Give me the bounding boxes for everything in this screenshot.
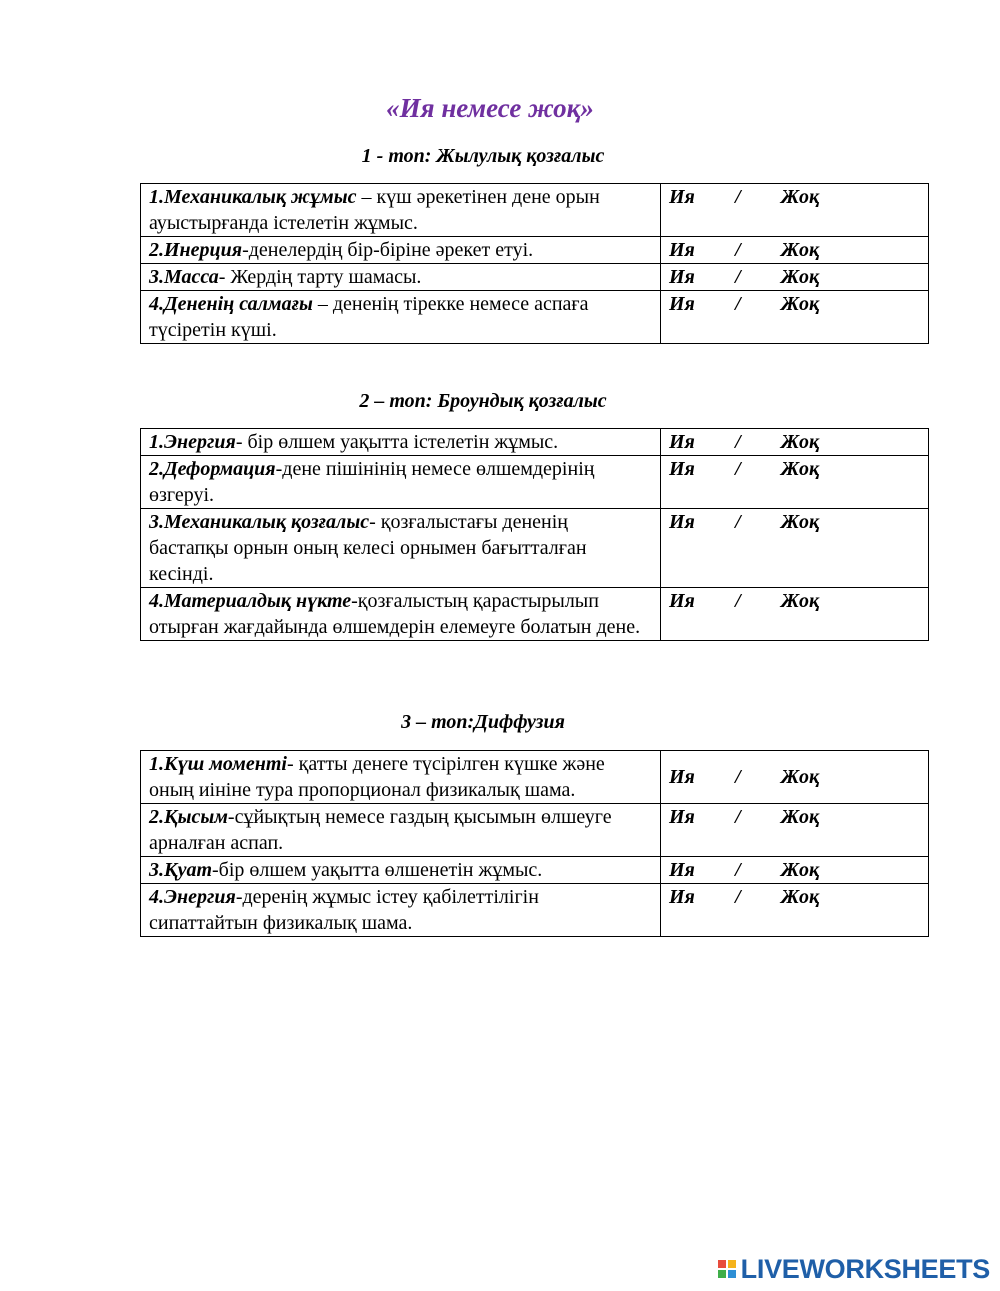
liveworksheets-watermark — [718, 1254, 990, 1284]
answer-separator: / — [735, 766, 741, 788]
answer-cell — [661, 184, 929, 237]
table-row — [141, 857, 929, 884]
table-row — [141, 291, 929, 344]
answer-separator: / — [735, 431, 741, 453]
no-option[interactable]: Жоқ — [780, 293, 820, 315]
yes-option[interactable]: Ия — [669, 886, 695, 908]
answer-separator: / — [735, 186, 741, 208]
statement-cell — [141, 884, 661, 937]
statement-term: 3.Масса — [149, 266, 219, 288]
statement-term: 1.Энергия — [149, 431, 236, 453]
yes-option[interactable]: Ия — [669, 859, 695, 881]
statement-text: -денелердің бір-біріне әрекет етуі. — [242, 239, 534, 261]
answer-cell — [661, 456, 929, 509]
answer-separator: / — [735, 458, 741, 480]
table-row — [141, 804, 929, 857]
statement-term: 1.Механикалық жұмыс — [149, 186, 357, 208]
statement-term: 2.Қысым — [149, 806, 228, 828]
table-row — [141, 237, 929, 264]
worksheet-title: «Ия немесе жоқ» — [386, 93, 594, 123]
answer-separator: / — [735, 239, 741, 261]
section-3-title: 3 – топ:Диффузия — [401, 711, 565, 733]
table-row — [141, 184, 929, 237]
statement-cell — [141, 509, 661, 588]
answer-separator: / — [735, 590, 741, 612]
statement-term: 3.Механикалық қозғалыс — [149, 511, 370, 533]
statement-cell — [141, 184, 661, 237]
answer-cell — [661, 291, 929, 344]
statement-text: -деренің жұмыс істеу қабілеттілігін сипаттайтын физикалық шама. — [149, 886, 539, 934]
no-option[interactable]: Жоқ — [780, 806, 820, 828]
statement-term: 4.Энергия — [149, 886, 236, 908]
table-row — [141, 264, 929, 291]
answer-separator: / — [735, 511, 741, 533]
statement-text: -дене пішінінің немесе өлшемдерінің өзгеруі. — [149, 458, 595, 506]
statement-text: - Жердің тарту шамасы. — [218, 266, 422, 288]
answer-cell — [661, 509, 929, 588]
answer-cell — [661, 884, 929, 937]
yes-option[interactable]: Ия — [669, 806, 695, 828]
no-option[interactable]: Жоқ — [780, 590, 820, 612]
statement-term: 2.Инерция — [149, 239, 243, 261]
no-option[interactable]: Жоқ — [780, 859, 820, 881]
statement-cell — [141, 264, 661, 291]
yes-option[interactable]: Ия — [669, 431, 695, 453]
statement-term: 4.Материалдық нүкте — [149, 590, 352, 612]
table-row — [141, 884, 929, 937]
no-option[interactable]: Жоқ — [780, 511, 820, 533]
answer-cell — [661, 857, 929, 884]
section-2-title: 2 – топ: Броундық қозғалыс — [359, 390, 607, 412]
yes-option[interactable]: Ия — [669, 458, 695, 480]
statement-text: - бір өлшем уақытта істелетін жұмыс. — [235, 431, 559, 453]
statement-text: - қатты денеге түсірілген күшке және оның иініне тура пропорционал физикалық шама. — [149, 753, 605, 801]
yes-option[interactable]: Ия — [669, 266, 695, 288]
statement-term: 1.Күш моменті — [149, 753, 287, 775]
brand-name: LIVEWORKSHEETS — [740, 1253, 990, 1284]
logo-square — [718, 1270, 726, 1278]
table-row — [141, 588, 929, 641]
logo-square — [728, 1270, 736, 1278]
statement-term: 2.Деформация — [149, 458, 276, 480]
statement-text: -қозғалыстың қарастырылып отырған жағдайында өлшемдерін елемеуге болатын дене. — [149, 590, 641, 638]
answer-separator: / — [735, 806, 741, 828]
liveworksheets-logo-icon — [718, 1260, 736, 1278]
section-1-table — [140, 183, 929, 344]
statement-cell — [141, 751, 661, 804]
answer-cell — [661, 588, 929, 641]
answer-cell — [661, 429, 929, 456]
no-option[interactable]: Жоқ — [780, 886, 820, 908]
answer-separator: / — [735, 886, 741, 908]
statement-text: -бір өлшем уақытта өлшенетін жұмыс. — [212, 859, 543, 881]
yes-option[interactable]: Ия — [669, 239, 695, 261]
answer-separator: / — [735, 293, 741, 315]
answer-cell — [661, 237, 929, 264]
section-2-table — [140, 428, 929, 641]
yes-option[interactable]: Ия — [669, 766, 695, 788]
statement-text: - қозғалыстағы дененің бастапқы орнын оның келесі орнымен бағытталған кесінді. — [149, 511, 587, 585]
statement-cell — [141, 588, 661, 641]
no-option[interactable]: Жоқ — [780, 431, 820, 453]
statement-cell — [141, 456, 661, 509]
statement-cell — [141, 291, 661, 344]
answer-cell — [661, 751, 929, 804]
statement-text: – күш әрекетінен дене орын ауыстырғанда істелетін жұмыс. — [149, 186, 600, 234]
yes-option[interactable]: Ия — [669, 186, 695, 208]
statement-cell — [141, 429, 661, 456]
yes-option[interactable]: Ия — [669, 511, 695, 533]
table-row — [141, 751, 929, 804]
no-option[interactable]: Жоқ — [780, 766, 820, 788]
no-option[interactable]: Жоқ — [780, 186, 820, 208]
table-row — [141, 509, 929, 588]
no-option[interactable]: Жоқ — [780, 266, 820, 288]
logo-square — [728, 1260, 736, 1268]
table-row — [141, 429, 929, 456]
answer-separator: / — [735, 859, 741, 881]
statement-term: 4.Дененің салмағы — [149, 293, 313, 315]
statement-cell — [141, 237, 661, 264]
section-3-table — [140, 750, 929, 937]
table-row — [141, 456, 929, 509]
section-1-title: 1 - топ: Жылулық қозғалыс — [361, 145, 605, 167]
statement-text: -сұйықтың немесе газдың қысымын өлшеуге арналған аспап. — [149, 806, 612, 854]
statement-cell — [141, 857, 661, 884]
answer-separator: / — [735, 266, 741, 288]
statement-text: – дененің тірекке немесе аспаға түсіретін күші. — [149, 293, 589, 341]
statement-cell — [141, 804, 661, 857]
yes-option[interactable]: Ия — [669, 293, 695, 315]
yes-option[interactable]: Ия — [669, 590, 695, 612]
answer-cell — [661, 804, 929, 857]
answer-cell — [661, 264, 929, 291]
logo-square — [718, 1260, 726, 1268]
no-option[interactable]: Жоқ — [780, 458, 820, 480]
no-option[interactable]: Жоқ — [780, 239, 820, 261]
statement-term: 3.Қуат — [149, 859, 212, 881]
